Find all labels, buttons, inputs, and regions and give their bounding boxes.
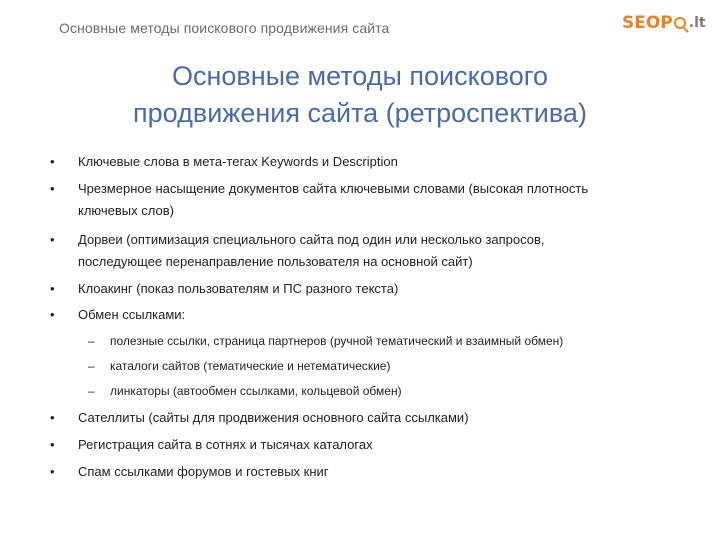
bullet-marker: • — [50, 232, 55, 247]
sub-bullet-marker: – — [88, 334, 95, 348]
bullet-marker: • — [50, 464, 55, 479]
list-item: Спам ссылками форумов и гостевых книг — [78, 464, 329, 479]
sub-bullet-marker: – — [88, 384, 95, 398]
slide-title-line-2: продвижения сайта (ретроспектива) — [133, 98, 587, 128]
list-item — [78, 151, 678, 173]
logo-suffix: .lt — [688, 15, 706, 31]
sub-list-item: каталоги сайтов (тематические и нетематические) — [110, 359, 391, 373]
list-item — [78, 278, 678, 300]
list-item: Регистрация сайта в сотнях и тысячах каталогах — [78, 437, 373, 452]
list-item-line: Обмен ссылками: — [78, 307, 186, 322]
list-item-line: последующее перенаправление пользователя на основной сайт) — [78, 254, 473, 269]
list-item-line: ключевых слов) — [78, 203, 174, 218]
header-text: Основные методы поискового продвижения сайта — [59, 20, 390, 36]
bullet-marker: • — [50, 410, 55, 425]
sub-bullet-marker: – — [88, 359, 95, 373]
list-item-line: Клоакинг (показ пользователям и ПС разного текста) — [78, 281, 399, 296]
list-item — [78, 178, 678, 222]
list-item-line: Дорвеи (оптимизация специального сайта под один или несколько запросов, — [78, 232, 545, 247]
list-item: Сателлиты (сайты для продвижения основного сайта ссылками) — [78, 410, 469, 425]
bullet-marker: • — [50, 181, 55, 196]
bullet-marker: • — [50, 281, 55, 296]
list-item-line: Чрезмерное насыщение документов сайта ключевыми словами (высокая плотность — [78, 181, 589, 196]
bullet-marker: • — [50, 307, 55, 322]
sub-list-item: линкаторы (автообмен ссылками, кольцевой обмен) — [110, 384, 402, 398]
list-item — [78, 229, 678, 273]
list-item — [78, 304, 678, 326]
list-item-line: Ключевые слова в мета-тегах Keywords и Description — [78, 154, 398, 169]
slide-title-line-1: Основные методы поискового — [171, 61, 549, 91]
bullet-marker: • — [50, 437, 55, 452]
logo-prefix: SEOP — [622, 13, 673, 33]
bullet-marker: • — [50, 154, 55, 169]
sub-list-item: полезные ссылки, страница партнеров (ручной тематический и взаимный обмен) — [110, 334, 564, 348]
